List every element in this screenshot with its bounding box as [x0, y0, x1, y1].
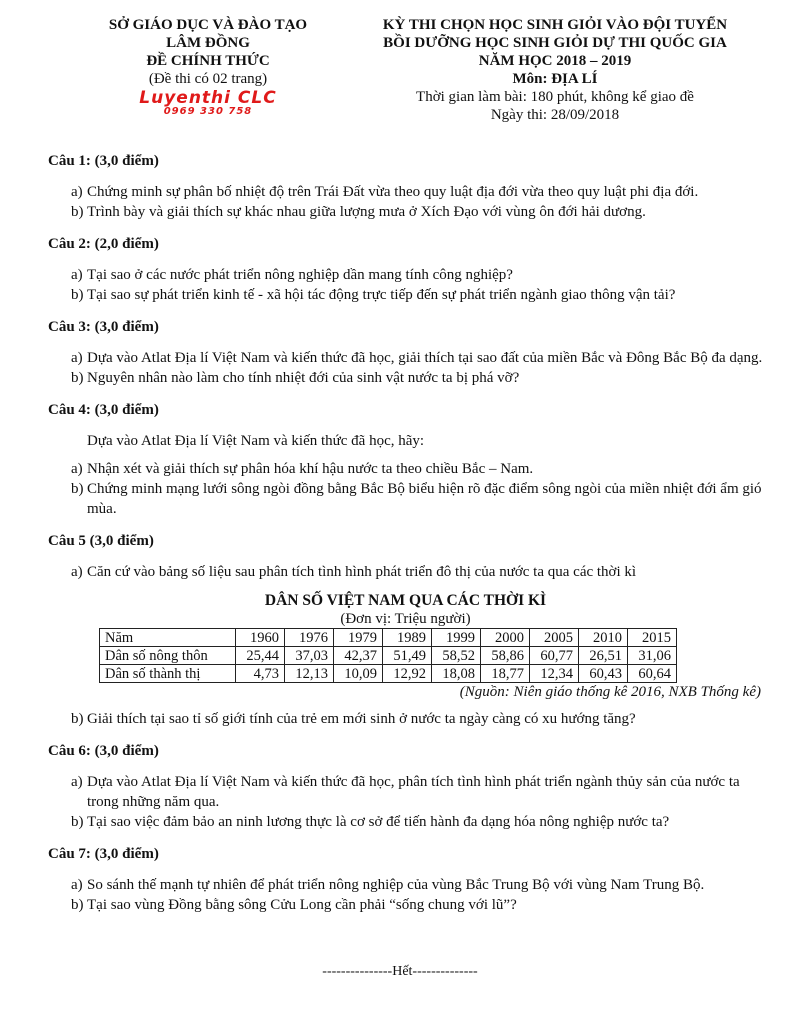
- table-cell: 60,77: [530, 647, 579, 665]
- table-cell: 2010: [579, 629, 628, 647]
- table-cell: 10,09: [334, 665, 383, 683]
- exam-date: Ngày thi: 28/09/2018: [490, 107, 620, 123]
- question-item: a) Dựa vào Atlat Địa lí Việt Nam và kiến thức đã học, giải thích tại sao đất của miền Bắc và Đông Bắc Bộ đa dạng.: [71, 350, 763, 366]
- table-cell: Dân số thành thị: [100, 665, 236, 683]
- question-2: [48, 235, 763, 305]
- province-name: LÂM ĐỒNG: [166, 35, 250, 51]
- question-item: b) Tại sao sự phát triển kinh tế - xã hội tác động trực tiếp đến sự phát triển ngành giao thông vận tải?: [71, 287, 676, 303]
- table-cell: 12,34: [530, 665, 579, 683]
- question-item: a) So sánh thế mạnh tự nhiên để phát triển nông nghiệp của vùng Bắc Trung Bộ với vùng Nam Trung Bộ.: [71, 877, 705, 893]
- stamp-name: Luyenthi CLC: [139, 88, 277, 108]
- table-cell: 12,13: [285, 665, 334, 683]
- question-title: Câu 6: (3,0 điểm): [48, 743, 159, 759]
- question-title: Câu 4: (3,0 điểm): [48, 402, 159, 418]
- page-count-note: (Đề thi có 02 trang): [148, 71, 268, 87]
- table-cell: 1976: [285, 629, 334, 647]
- table-source: (Nguồn: Niên giáo thống kê 2016, NXB Thống kê): [459, 684, 761, 700]
- table-cell: 60,43: [579, 665, 628, 683]
- question-3: [48, 318, 763, 388]
- duration: Thời gian làm bài: 180 phút, không kể giao đề: [416, 89, 694, 105]
- table-cell: 1979: [334, 629, 383, 647]
- table-cell: 58,86: [481, 647, 530, 665]
- exam-content: [48, 152, 763, 915]
- exam-title-line2: BỒI DƯỠNG HỌC SINH GIỎI DỰ THI QUỐC GIA: [383, 35, 727, 51]
- question-item: a) Dựa vào Atlat Địa lí Việt Nam và kiến thức đã học, phân tích tình hình phát triển ngành thủy sản của nước ta trong những năm qua.: [71, 774, 740, 810]
- school-year: NĂM HỌC 2018 – 2019: [478, 53, 632, 69]
- table-cell: 25,44: [236, 647, 285, 665]
- table-cell: 1989: [383, 629, 432, 647]
- table-cell: 2005: [530, 629, 579, 647]
- table-cell: 60,64: [628, 665, 677, 683]
- question-item: b) Trình bày và giải thích sự khác nhau giữa lượng mưa ở Xích Đạo với vùng ôn đới hải dương.: [71, 204, 646, 220]
- question-item: b) Nguyên nhân nào làm cho tính nhiệt đới của sinh vật nước ta bị phá vỡ?: [71, 370, 520, 386]
- population-table: [99, 628, 677, 683]
- header-right: [335, 16, 775, 124]
- stamp-phone: 0969 330 758: [163, 106, 253, 117]
- question-title: Câu 2: (2,0 điểm): [48, 236, 159, 252]
- question-title: Câu 3: (3,0 điểm): [48, 319, 159, 335]
- question-item: a) Căn cứ vào bảng số liệu sau phân tích tình hình phát triển đô thị của nước ta qua các thời kì: [71, 564, 637, 580]
- question-title: Câu 7: (3,0 điểm): [48, 846, 159, 862]
- question-item: b) Giải thích tại sao tỉ số giới tính của trẻ em mới sinh ở nước ta ngày càng có xu hướng tăng?: [71, 711, 636, 727]
- question-title: Câu 5 (3,0 điểm): [48, 533, 154, 549]
- table-cell: 2015: [628, 629, 677, 647]
- header-left: [88, 16, 328, 117]
- question-7: [48, 845, 763, 915]
- table-cell: 26,51: [579, 647, 628, 665]
- question-1: [48, 152, 763, 222]
- table-unit: (Đơn vị: Triệu người): [340, 611, 471, 627]
- table-row: [100, 665, 677, 683]
- table-cell: 51,49: [383, 647, 432, 665]
- question-intro: Dựa vào Atlat Địa lí Việt Nam và kiến thức đã học, hãy:: [87, 433, 425, 449]
- table-cell: 42,37: [334, 647, 383, 665]
- question-item: b) Tại sao việc đảm bảo an ninh lương thực là cơ sở để tiến hành đa dạng hóa nông nghiệp nước ta?: [71, 814, 670, 830]
- question-item: b) Tại sao vùng Đồng bằng sông Cửu Long cần phải “sống chung với lũ”?: [71, 897, 517, 913]
- subject: Môn: ĐỊA LÍ: [512, 71, 598, 87]
- question-item: b) Chứng minh mạng lưới sông ngòi đồng bằng Bắc Bộ biểu hiện rõ đặc điểm sông ngòi của miền nhiệt đới ẩm gió mùa.: [71, 481, 762, 517]
- official-label: ĐỀ CHÍNH THỨC: [146, 53, 270, 69]
- table-cell: 4,73: [236, 665, 285, 683]
- table-title: DÂN SỐ VIỆT NAM QUA CÁC THỜI KÌ: [264, 592, 547, 609]
- table-row: [100, 647, 677, 665]
- table-cell: 1960: [236, 629, 285, 647]
- table-row: [100, 629, 677, 647]
- question-item: a) Chứng minh sự phân bố nhiệt độ trên Trái Đất vừa theo quy luật địa đới vừa theo quy luật phi địa đới.: [71, 184, 699, 200]
- exam-title-line1: KỲ THI CHỌN HỌC SINH GIỎI VÀO ĐỘI TUYỂN: [382, 17, 728, 33]
- table-cell: 31,06: [628, 647, 677, 665]
- question-4: [48, 401, 763, 519]
- question-item: a) Tại sao ở các nước phát triển nông nghiệp dần mang tính công nghiệp?: [71, 267, 513, 283]
- question-item: a) Nhận xét và giải thích sự phân hóa khí hậu nước ta theo chiều Bắc – Nam.: [71, 461, 534, 477]
- department-name: SỞ GIÁO DỤC VÀ ĐÀO TẠO: [108, 17, 308, 33]
- table-cell: 18,08: [432, 665, 481, 683]
- table-cell: 2000: [481, 629, 530, 647]
- table-cell: Dân số nông thôn: [100, 647, 236, 665]
- end-marker: ---------------Hết--------------: [322, 964, 478, 979]
- table-cell: 37,03: [285, 647, 334, 665]
- table-cell: 58,52: [432, 647, 481, 665]
- table-cell: Năm: [100, 629, 236, 647]
- table-cell: 1999: [432, 629, 481, 647]
- question-5: [48, 532, 763, 729]
- question-title: Câu 1: (3,0 điểm): [48, 153, 159, 169]
- table-cell: 18,77: [481, 665, 530, 683]
- table-cell: 12,92: [383, 665, 432, 683]
- watermark-stamp: [88, 90, 328, 117]
- question-6: [48, 742, 763, 832]
